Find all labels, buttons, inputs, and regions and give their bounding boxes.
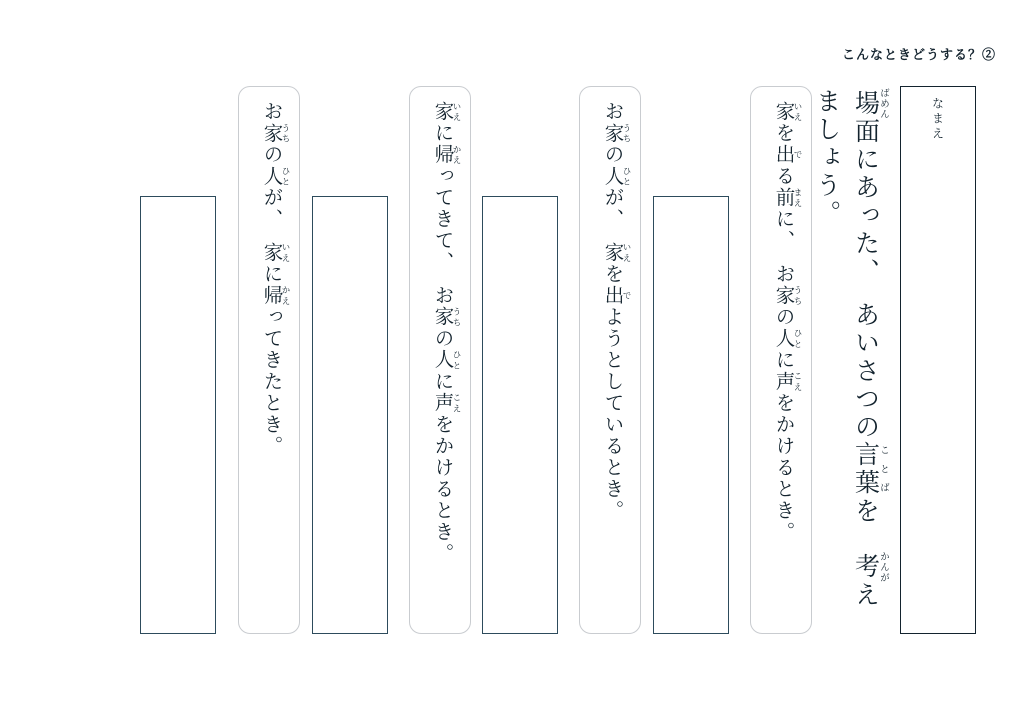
prompt-text-4: お家 うちの人 ひとが、 家 いえに帰 かえってきたとき。 bbox=[260, 101, 291, 457]
prompt-card-1 bbox=[750, 86, 812, 634]
answer-box-3[interactable] bbox=[312, 196, 388, 634]
answer-box-4[interactable] bbox=[140, 196, 216, 634]
prompt-text-3: 家 いえに帰 かえってきて、 お家 うちの人 ひとに声 こえをかけるとき。 bbox=[431, 101, 462, 565]
prompt-card-4 bbox=[238, 86, 300, 634]
answer-box-1[interactable] bbox=[653, 196, 729, 634]
prompt-text-2: お家 うちの人 ひとが、 家 いえを出 でようとしているとき。 bbox=[601, 101, 632, 522]
prompt-card-3 bbox=[409, 86, 471, 634]
prompt-text-1: 家 いえを出 でる前 まえに、 お家 うちの人 ひとに声 こえをかけるとき。 bbox=[772, 101, 803, 543]
instruction-text: 場 ばめん面にあった、 あいさつの言葉 ことばを 考 かんがえましょう。 bbox=[812, 88, 888, 610]
name-field-label: なまえ bbox=[930, 97, 945, 142]
prompt-card-2 bbox=[579, 86, 641, 634]
answer-box-2[interactable] bbox=[482, 196, 558, 634]
name-field[interactable] bbox=[900, 86, 976, 634]
page-title: こんなときどうする？② bbox=[841, 47, 996, 62]
